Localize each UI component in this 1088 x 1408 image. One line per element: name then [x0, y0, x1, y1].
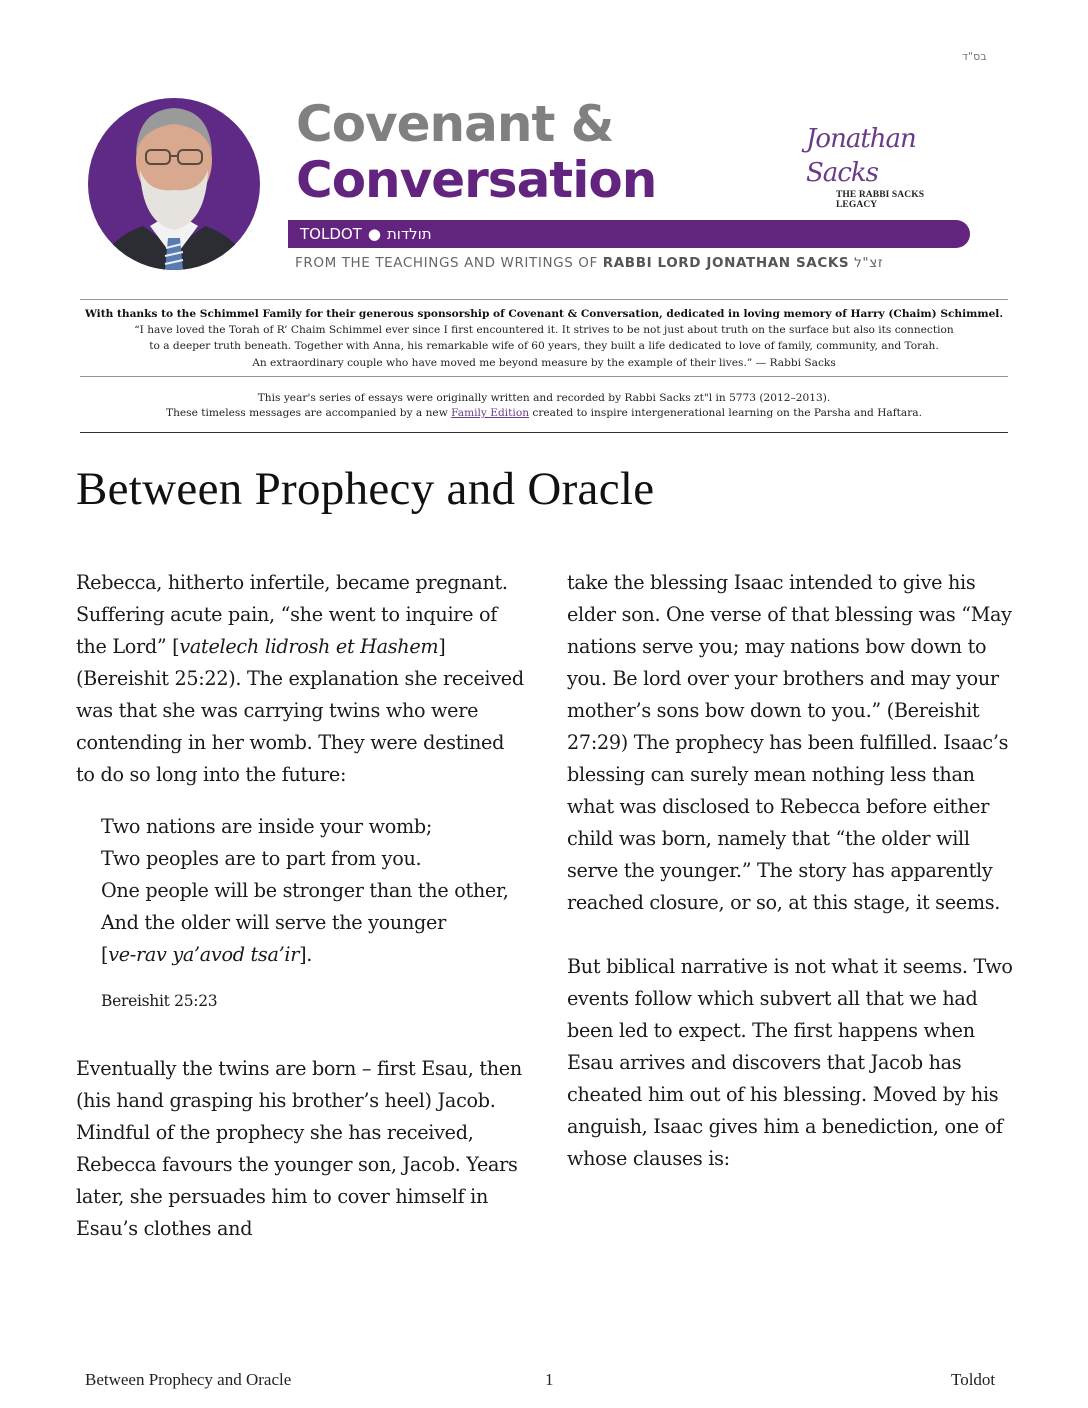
divider-top — [80, 299, 1008, 300]
paragraph: Rebecca, hitherto infertile, became pregnant. Suffering acute pain, “she went to inquire of the Lord” [vatelech lidrosh et Hashem] (Bereishit 25:22). The explanation she received was that she was carrying twins who were contending in her womb. They were destined to do so long into the future: — [76, 571, 524, 786]
poem-line: One people will be stronger than the other, — [101, 879, 509, 902]
brand-logo — [296, 96, 656, 208]
legacy-label: THE RABBI SACKS LEGACY — [836, 190, 925, 210]
poem-line: [ve-rav ya’avod tsa’ir]. — [101, 943, 313, 966]
poem-line: Two peoples are to part from you. — [101, 847, 422, 870]
teachings-name: RABBI LORD JONATHAN SACKS — [602, 255, 850, 271]
article-column-left — [76, 567, 526, 1245]
transliteration: ve-rav ya’avod tsa’ir — [108, 943, 300, 966]
teachings-line — [295, 255, 883, 271]
sponsorship-line-3: to a deeper truth beneath. Together with Anna, his remarkable wife of 60 years, they built a life dedicated to love of family, community, and Torah. — [149, 340, 939, 353]
teachings-suffix: זצ"ל — [854, 255, 884, 271]
teachings-prefix: FROM THE TEACHINGS AND WRITINGS OF — [295, 255, 598, 271]
article-title: Between Prophecy and Oracle — [76, 463, 655, 515]
series-note-text: These timeless messages are accompanied by a new — [166, 407, 448, 419]
parsha-english: TOLDOT — [300, 225, 362, 243]
bsd-mark: בס"ד — [962, 50, 987, 63]
series-note — [80, 391, 1008, 421]
rabbi-sacks-portrait — [88, 98, 260, 270]
parsha-hebrew: תולדות — [386, 225, 432, 243]
parsha-banner — [288, 220, 970, 248]
page-number: 1 — [545, 1370, 554, 1389]
sponsorship-line-2: “I have loved the Torah of R’ Chaim Schimmel ever since I first encountered it. It strives to be not just about truth on the surface but also its connection — [134, 324, 954, 337]
sponsorship-line-1: With thanks to the Schimmel Family for their generous sponsorship of Covenant & Conversation, dedicated in loving memory of Harry (Chaim) Schimmel. — [84, 308, 1004, 320]
transliteration: vatelech lidrosh et Hashem — [179, 635, 439, 658]
family-edition-link[interactable]: Family Edition — [451, 407, 530, 419]
footer-title: Between Prophecy and Oracle — [85, 1370, 292, 1389]
rabbi-sacks-legacy-logo — [806, 122, 966, 210]
paragraph: Eventually the twins are born – first Esau, then (his hand grasping his brother’s heel) Jacob. Mindful of the prophecy she has received, Rebecca favours the younger son, Jacob. Years later, she persuades him to cover himself in Esau’s clothes and — [76, 1057, 522, 1240]
paragraph: take the blessing Isaac intended to give his elder son. One verse of that blessing was “May nations serve you; may nations bow down to you. Be lord over your brothers and may your mother’s sons bow down to you.” (Bereishit 27:29) The prophecy has been fulfilled. Isaac’s blessing can surely mean nothing less than what was disclosed to Rebecca before either child was born, namely that “the older will serve the younger.” The story has apparently reached closure, or so, at this stage, it seems. — [567, 571, 1012, 914]
article-column-right — [567, 567, 1017, 1175]
brand-line-conversation: Conversation — [296, 151, 657, 209]
poem-line: Two nations are inside your womb; — [101, 815, 433, 838]
footer-parsha: Toldot — [951, 1370, 996, 1389]
series-note-line-1: This year's series of essays were originally written and recorded by Rabbi Sacks zt"l in 5773 (2012–2013). — [257, 392, 831, 404]
sponsorship-line-4: An extraordinary couple who have moved me beyond measure by the example of their lives.” — Rabbi Sacks — [252, 356, 836, 369]
bullet-icon: ● — [367, 225, 381, 243]
poem-line: And the older will serve the younger — [101, 911, 446, 934]
series-note-line-2 — [80, 406, 1008, 421]
sponsorship-block — [80, 306, 1008, 371]
portrait-illustration — [88, 98, 260, 270]
series-note-text: created to inspire intergenerational learning on the Parsha and Haftara. — [532, 407, 922, 419]
divider-bottom — [80, 432, 1008, 433]
brand-line-covenant: Covenant & — [296, 95, 614, 153]
paragraph: But biblical narrative is not what it seems. Two events follow which subvert all that we had been led to expect. The first happens when Esau arrives and discovers that Jacob has cheated him out of his blessing. Moved by his anguish, Isaac gives him a benediction, one of whose clauses is: — [567, 955, 1013, 1170]
citation: Bereishit 25:23 — [101, 992, 218, 1010]
divider-middle — [80, 376, 1008, 377]
signature: Jonathan Sacks — [806, 124, 916, 188]
